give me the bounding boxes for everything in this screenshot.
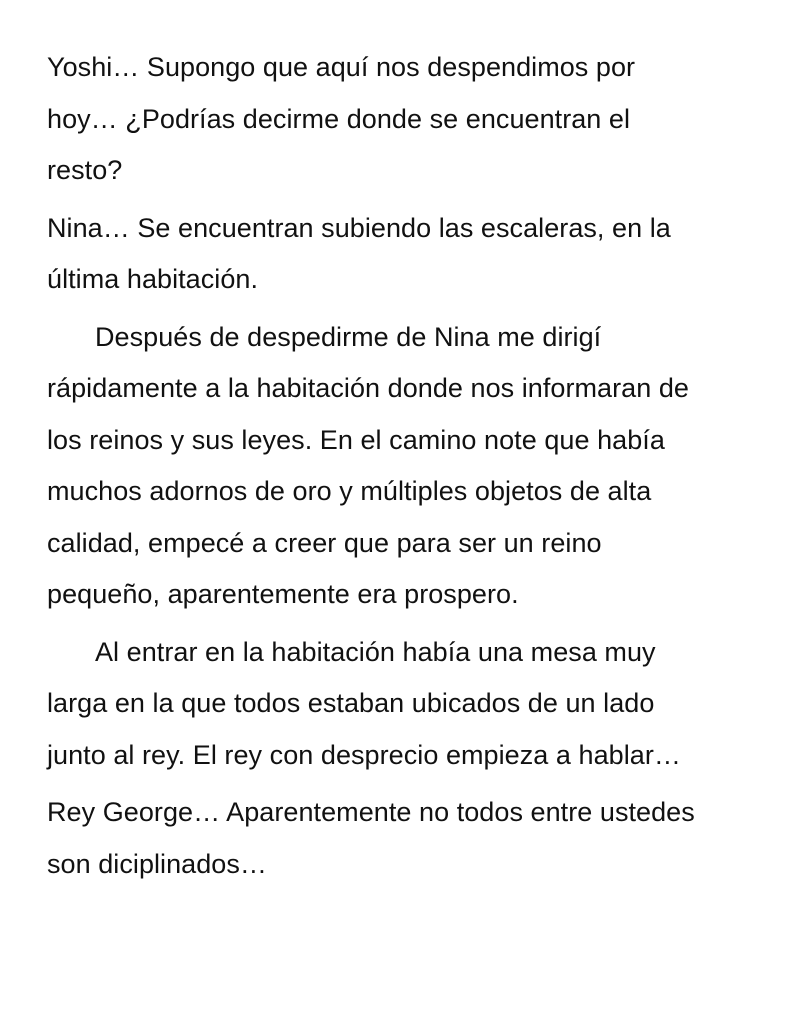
document-page [47, 42, 767, 890]
narration-paragraph: Al entrar en la habitación había una mesa muy larga en la que todos estaban ubicados de un lado junto al rey. El rey con desprecio empieza a hablar… [47, 636, 681, 770]
narration-paragraph: Después de despedirme de Nina me dirigí rápidamente a la habitación donde nos informaran de los reinos y sus leyes. En el camino note que había muchos adornos de oro y múltiples objetos de alta calidad, empecé a creer que para ser un reino pequeño, aparentemente era prospero. [47, 321, 689, 609]
dialogue-yoshi: Yoshi… Supongo que aquí nos despendimos por hoy… ¿Podrías decirme donde se encuentran el resto? [47, 52, 636, 185]
dialogue-nina: Nina… Se encuentran subiendo las escaleras, en la última habitación. [47, 212, 671, 294]
dialogue-rey-george: Rey George… Aparentemente no todos entre ustedes son diciplinados… [47, 797, 695, 879]
